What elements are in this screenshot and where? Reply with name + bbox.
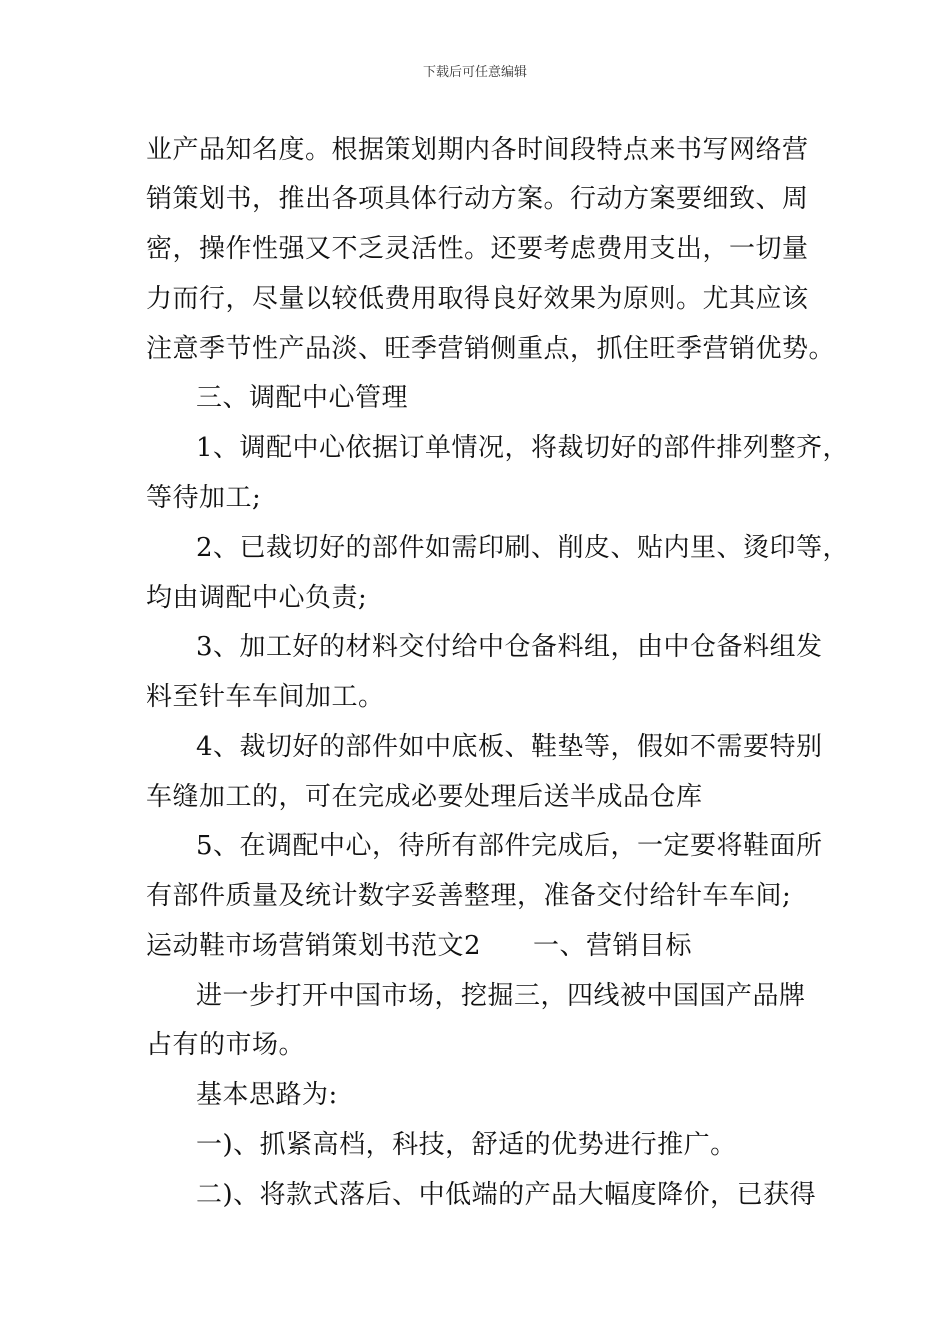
list-item-line: 1、调配中心依据订单情况，将裁切好的部件排列整齐， bbox=[196, 433, 850, 463]
list-item-line: 3、加工好的材料交付给中仓备料组，由中仓备料组发 bbox=[196, 632, 823, 662]
page-header: 下载后可任意编辑 bbox=[422, 65, 527, 80]
body-line: 销策划书，推出各项具体行动方案。行动方案要细致、周 bbox=[146, 184, 809, 214]
list-item-line: 5、在调配中心，待所有部件完成后，一定要将鞋面所 bbox=[196, 831, 823, 861]
list-item-line: 有部件质量及统计数字妥善整理，准备交付给针车车间; bbox=[146, 881, 792, 911]
list-item-line: 料至针车车间加工。 bbox=[146, 682, 385, 712]
article-title-line bbox=[146, 929, 692, 963]
list-item-line: 4、裁切好的部件如中底板、鞋垫等，假如不需要特别 bbox=[196, 732, 823, 762]
article-title: 运动鞋市场营销策划书范文2 bbox=[146, 931, 482, 961]
body-line: 基本思路为: bbox=[196, 1080, 338, 1110]
body-line: 密，操作性强又不乏灵活性。还要考虑费用支出，一切量 bbox=[146, 234, 809, 264]
body-line: 占有的市场。 bbox=[146, 1030, 306, 1060]
section-heading: 三、调配中心管理 bbox=[196, 383, 409, 413]
section-heading: 一、营销目标 bbox=[533, 931, 693, 961]
body-line: 注意季节性产品淡、旺季营销侧重点，抓住旺季营销优势。 bbox=[146, 334, 836, 364]
body-line: 进一步打开中国市场，挖掘三，四线被中国国产品牌 bbox=[196, 981, 806, 1011]
list-item-line: 车缝加工的，可在完成必要处理后送半成品仓库 bbox=[146, 782, 703, 812]
list-item-line: 2、已裁切好的部件如需印刷、削皮、贴内里、烫印等， bbox=[196, 533, 850, 563]
list-item-line: 等待加工; bbox=[146, 483, 262, 513]
body-line: 业产品知名度。根据策划期内各时间段特点来书写网络营 bbox=[146, 135, 809, 165]
list-item-line: 二)、将款式落后、中低端的产品大幅度降价，已获得 bbox=[196, 1180, 817, 1210]
body-line: 力而行，尽量以较低费用取得良好效果为原则。尤其应该 bbox=[146, 284, 809, 314]
list-item-line: 一)、抓紧高档，科技，舒适的优势进行推广。 bbox=[196, 1130, 737, 1160]
list-item-line: 均由调配中心负责; bbox=[146, 583, 368, 613]
